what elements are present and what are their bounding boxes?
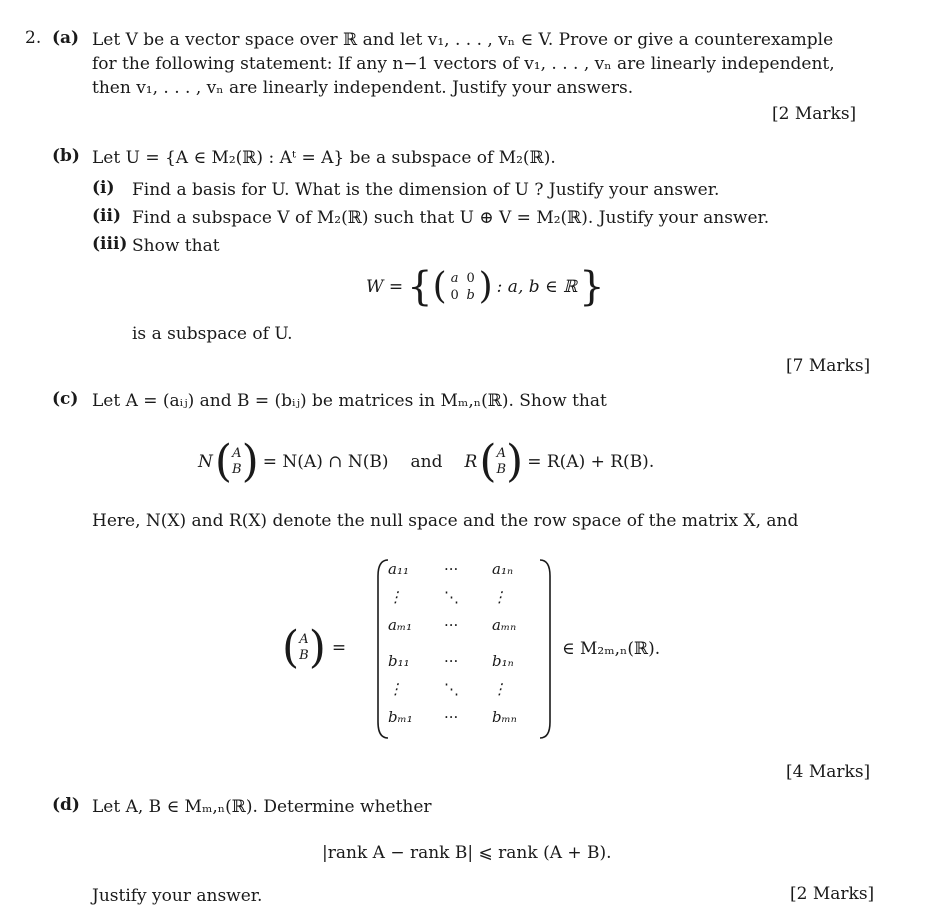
stacked-ab-lhs: [282, 622, 347, 673]
eq-stack-1-a: A: [232, 446, 242, 461]
part-b-label: (b): [52, 146, 80, 166]
part-a-marks: [2 Marks]: [772, 104, 857, 124]
eq-r: R: [464, 452, 478, 472]
matrix-cell: a₁₁: [388, 560, 409, 578]
eq-rhs-2: = R(A) + R(B).: [527, 452, 655, 472]
question-number: 2.: [25, 28, 42, 48]
eq-stack-1: [232, 446, 242, 478]
eq-left-paren-1: (: [214, 436, 233, 487]
w-lhs: W =: [366, 277, 404, 297]
w-condition: : a, b ∈ ℝ: [496, 277, 578, 297]
w-cell-a: a: [450, 271, 459, 286]
eq-stack-2-a: A: [496, 446, 506, 461]
part-b-ii-text: Find a subspace V of M₂(ℝ) such that U ⊕ V = M₂(ℝ). Justify your answer.: [132, 208, 770, 228]
w-cell-b: b: [466, 288, 475, 303]
part-b-iii-after: is a subspace of U.: [132, 324, 293, 344]
eq-n: N: [198, 452, 213, 472]
part-b-i-text: Find a basis for U. What is the dimension of U ? Justify your answer.: [132, 180, 720, 200]
lhs-stack: [299, 632, 309, 664]
matrix-cell: ⋮: [492, 588, 507, 606]
matrix-cell: ⋮: [388, 680, 403, 698]
matrix-cell: bₘₙ: [492, 708, 517, 726]
part-c-label: (c): [52, 389, 79, 409]
eq-stack-2-b: B: [496, 462, 507, 477]
part-d-marks: [2 Marks]: [790, 884, 875, 904]
w-set-equation: [366, 262, 605, 312]
matrix-cell: aₘₙ: [492, 616, 517, 634]
matrix-left-bracket: [378, 560, 388, 738]
left-paren: (: [432, 266, 447, 307]
eq-right-paren-2: ): [506, 436, 524, 487]
matrix-cell: a₁ₙ: [492, 560, 514, 578]
part-c-here: Here, N(X) and R(X) denote the null space and the row space of the matrix X, and: [92, 511, 799, 531]
matrix-membership: ∈ M₂ₘ,ₙ(ℝ).: [562, 639, 661, 659]
matrix-cell: ···: [444, 708, 459, 726]
matrix-cell: ···: [444, 560, 459, 578]
part-a-line-3: then v₁, . . . , vₙ are linearly independent. Justify your answers.: [92, 78, 634, 98]
part-d-justify: Justify your answer.: [92, 886, 263, 906]
matrix-grid: [388, 560, 540, 740]
eq-stack-2: [496, 446, 506, 478]
part-b-iii-text: Show that: [132, 236, 220, 256]
w-matrix: [447, 270, 479, 304]
matrix-cell: b₁₁: [388, 652, 410, 670]
part-c-marks: [4 Marks]: [786, 762, 871, 782]
eq-right-paren-1: ): [241, 436, 259, 487]
matrix-cell: ⋱: [444, 680, 459, 698]
matrix-cell: b₁ₙ: [492, 652, 514, 670]
w-cell-0a: 0: [466, 271, 475, 286]
part-b-marks: [7 Marks]: [786, 356, 871, 376]
part-a-line-2: for the following statement: If any n−1 vectors of v₁, . . . , vₙ are linearly independent,: [92, 54, 835, 74]
eq-and: and: [410, 452, 443, 472]
part-b-iii-label: (iii): [92, 234, 128, 254]
left-brace: {: [407, 264, 433, 310]
matrix-cell: ⋮: [492, 680, 507, 698]
lhs-stack-b: B: [299, 648, 309, 663]
eq-stack-1-b: B: [232, 462, 242, 477]
part-b-ii-label: (ii): [92, 206, 122, 226]
matrix-equals: =: [331, 638, 347, 658]
lhs-right-paren: ): [308, 622, 326, 673]
matrix-right-bracket: [540, 560, 550, 738]
part-c-equation: [198, 436, 654, 488]
matrix-cell: ···: [444, 652, 459, 670]
part-b-i-label: (i): [92, 178, 115, 198]
lhs-stack-a: A: [299, 632, 309, 647]
part-b-intro: Let U = {A ∈ M₂(ℝ) : Aᵗ = A} be a subspace of M₂(ℝ).: [92, 148, 556, 168]
part-a-line-1: Let V be a vector space over ℝ and let v₁, . . . , vₙ ∈ V. Prove or give a counterexample: [92, 30, 834, 50]
eq-rhs-1: = N(A) ∩ N(B): [262, 452, 389, 472]
part-d-intro: Let A, B ∈ Mₘ,ₙ(ℝ). Determine whether: [92, 797, 432, 817]
part-c-intro: Let A = (aᵢⱼ) and B = (bᵢⱼ) be matrices in Mₘ,ₙ(ℝ). Show that: [92, 391, 607, 411]
matrix-cell: ⋱: [444, 588, 459, 606]
eq-left-paren-2: (: [479, 436, 497, 487]
part-d-inequality: |rank A − rank B| ⩽ rank (A + B).: [322, 843, 612, 863]
right-paren: ): [478, 266, 493, 307]
part-d-label: (d): [52, 795, 80, 815]
matrix-cell: bₘ₁: [388, 708, 413, 726]
right-brace: }: [579, 264, 605, 310]
matrix-cell: ⋮: [388, 588, 403, 606]
lhs-left-paren: (: [282, 622, 300, 673]
w-cell-0b: 0: [450, 288, 459, 303]
matrix-cell: ···: [444, 616, 459, 634]
matrix-cell: aₘ₁: [388, 616, 413, 634]
part-a-label: (a): [52, 28, 80, 48]
